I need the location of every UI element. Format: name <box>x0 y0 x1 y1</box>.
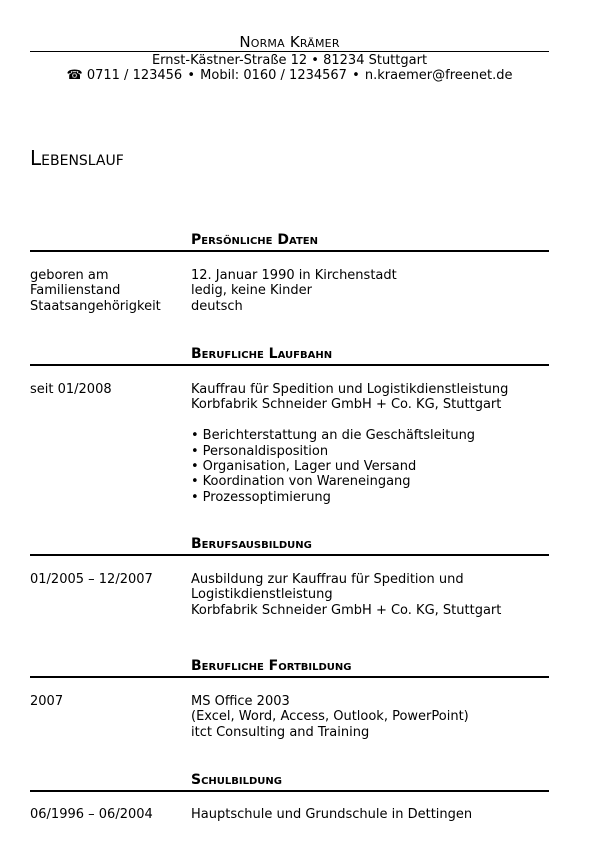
further-course-detail: (Excel, Word, Access, Outlook, PowerPoint) <box>191 709 469 725</box>
training-period <box>30 572 190 587</box>
training-line-1: Ausbildung zur Kauffrau für Spedition und <box>191 572 464 587</box>
applicant-name: Norma Krämer <box>239 33 340 51</box>
section-divider <box>30 554 549 556</box>
school-period-text: 06/1996 – 06/2004 <box>30 807 153 822</box>
address-line: Ernst-Kästner-Straße 12 • 81234 Stuttgart <box>151 53 428 68</box>
school-name: Hauptschule und Grundschule in Dettingen <box>191 807 473 822</box>
list-item: • Personaldisposition <box>191 444 541 459</box>
personal-labels <box>30 268 190 314</box>
career-task-list <box>191 428 541 505</box>
training-period-text: 01/2005 – 12/2007 <box>30 572 153 587</box>
section-divider <box>30 364 549 366</box>
career-company: Korbfabrik Schneider GmbH + Co. KG, Stuttgart <box>191 397 502 413</box>
value-birth: 12. Januar 1990 in Kirchenstadt <box>191 268 397 283</box>
career-details <box>191 382 541 505</box>
section-heading-further-training: Berufliche Fortbildung <box>191 658 352 674</box>
mobile-number: Mobil: 0160 / 1234567 <box>200 68 347 83</box>
separator: • <box>352 68 360 83</box>
telephone-icon: ☎ <box>66 68 83 83</box>
training-line-2: Logistikdienstleistung <box>191 587 333 603</box>
label-marital-status: Familienstand <box>30 283 121 299</box>
career-period <box>30 382 190 397</box>
further-period-text: 2007 <box>30 694 64 709</box>
contact-line <box>30 68 549 84</box>
list-item: • Berichterstattung an die Geschäftsleitung <box>191 428 541 443</box>
label-birth: geboren am <box>30 268 109 283</box>
list-item: • Organisation, Lager und Versand <box>191 459 541 474</box>
header-divider <box>30 51 549 52</box>
section-heading-personal: Persönliche Daten <box>191 232 318 248</box>
section-heading-school: Schulbildung <box>191 772 282 788</box>
list-item: • Koordination von Wareneingang <box>191 474 541 489</box>
training-details <box>191 572 541 618</box>
training-company: Korbfabrik Schneider GmbH + Co. KG, Stuttgart <box>191 602 502 618</box>
section-heading-training: Berufsausbildung <box>191 536 312 552</box>
further-period <box>30 694 190 709</box>
phone-number: 0711 / 123456 <box>86 68 183 83</box>
section-heading-career: Berufliche Laufbahn <box>191 346 333 362</box>
further-course: MS Office 2003 <box>191 694 290 709</box>
school-period <box>30 807 190 822</box>
school-details <box>191 807 541 822</box>
section-divider <box>30 790 549 792</box>
label-nationality: Staatsangehörigkeit <box>30 298 161 314</box>
career-position: Kauffrau für Spedition und Logistikdienstleistung <box>191 382 509 397</box>
value-marital-status: ledig, keine Kinder <box>191 283 313 299</box>
section-divider <box>30 676 549 678</box>
separator: • <box>187 68 196 83</box>
value-nationality: deutsch <box>191 298 243 314</box>
personal-values <box>191 268 541 314</box>
further-details <box>191 694 541 740</box>
list-item: • Prozessoptimierung <box>191 490 541 505</box>
further-provider: itct Consulting and Training <box>191 724 370 740</box>
section-divider <box>30 250 549 252</box>
email-address[interactable]: n.kraemer@freenet.de <box>364 68 513 83</box>
career-period-text: seit 01/2008 <box>30 382 112 397</box>
document-title: Lebenslauf <box>30 146 124 170</box>
